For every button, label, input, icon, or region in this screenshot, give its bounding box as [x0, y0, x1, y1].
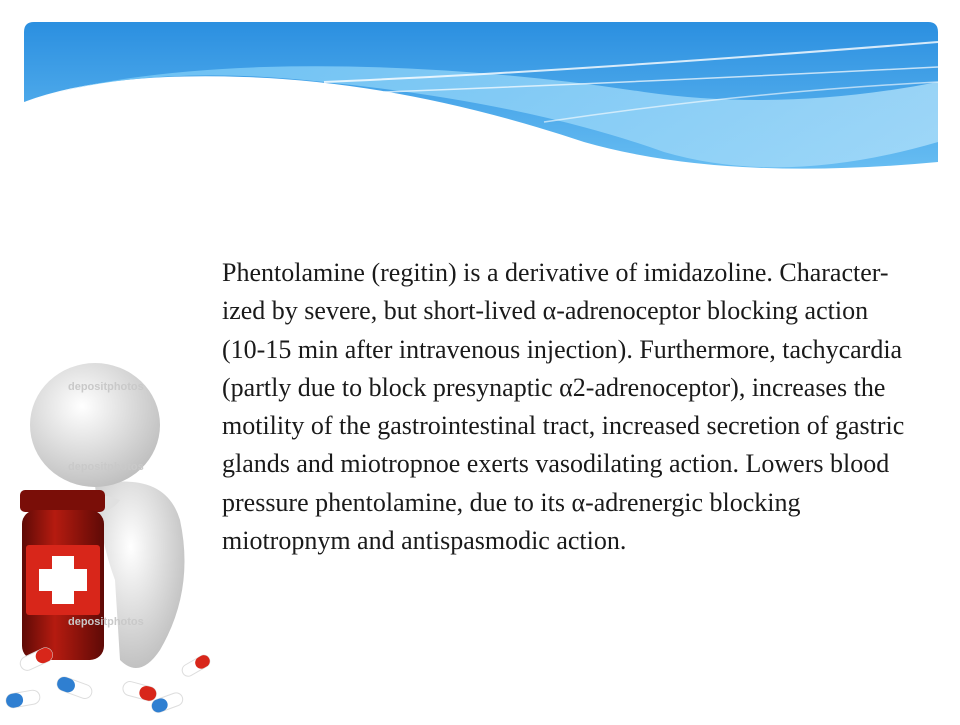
- pharmacy-illustration: [0, 350, 245, 720]
- watermark-text: depositphotos: [68, 461, 144, 473]
- slide-paragraph: Phentolamine (regitin) is a derivative of imidazoline. Character-ized by severe, but short-lived α-adrenoceptor blocking action (10-15 min after intravenous injection). Furthermore, tachycardia (partly due to block presynaptic α2-adrenoceptor), increases the motility of the gastrointestinal tract, increased secretion of gastric glands and miotropnoe exerts vasodilating action. Lowers blood pressure phentolamine, due to its α-adrenergic blocking miotropnym and antispasmodic action.: [222, 258, 905, 556]
- watermark-text: depositphotos: [68, 381, 144, 393]
- header-banner: [24, 22, 938, 172]
- watermark-text: depositphotos: [68, 616, 144, 628]
- pill-icons: [5, 646, 212, 715]
